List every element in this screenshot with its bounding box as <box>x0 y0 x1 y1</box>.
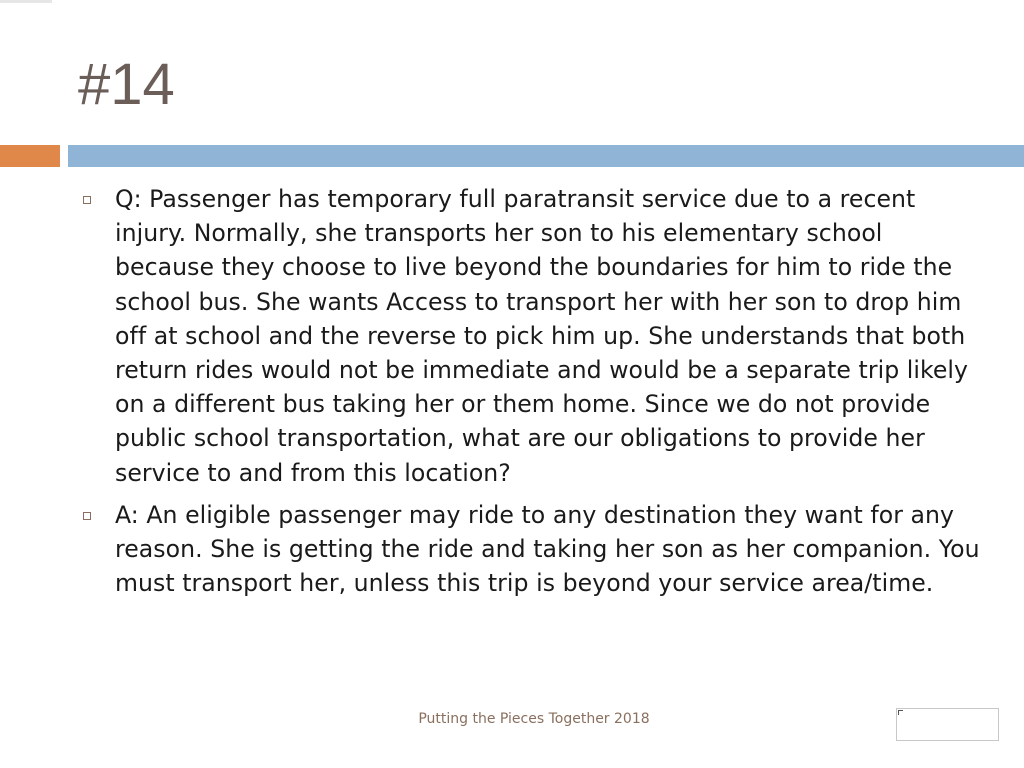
bullet-text-question: Q: Passenger has temporary full paratransit service due to a recent injury. Normally, she transports her son to his elementary school because they choose to live beyond the boundaries for him to ride the school bus. She wants Access to transport her with her son to drop him off at school and the reverse to pick him up. She understands that both return rides would not be immediate and would be a separate trip likely on a different bus taking her or them home. Since we do not provide public school transportation, what are our obligations to provide her service to and from this location? <box>115 185 969 487</box>
accent-bar-orange <box>0 145 60 167</box>
accent-bar-blue <box>68 145 1024 167</box>
bullet-list <box>80 182 980 608</box>
hollow-square-bullet-icon <box>83 196 91 204</box>
bullet-item-question <box>80 182 980 490</box>
page-number-box <box>896 708 999 741</box>
bullet-item-answer <box>80 498 980 601</box>
bullet-text-answer: A: An eligible passenger may ride to any destination they want for any reason. She is getting the ride and taking her son as her companion. You must transport her, unless this trip is beyond your service area/time. <box>115 500 980 598</box>
slide-footer: Putting the Pieces Together 2018 <box>418 711 650 727</box>
hollow-square-bullet-icon <box>83 512 91 520</box>
corner-mark <box>0 0 52 3</box>
corner-tick-icon <box>898 710 903 715</box>
slide-title: #14 <box>78 52 175 117</box>
